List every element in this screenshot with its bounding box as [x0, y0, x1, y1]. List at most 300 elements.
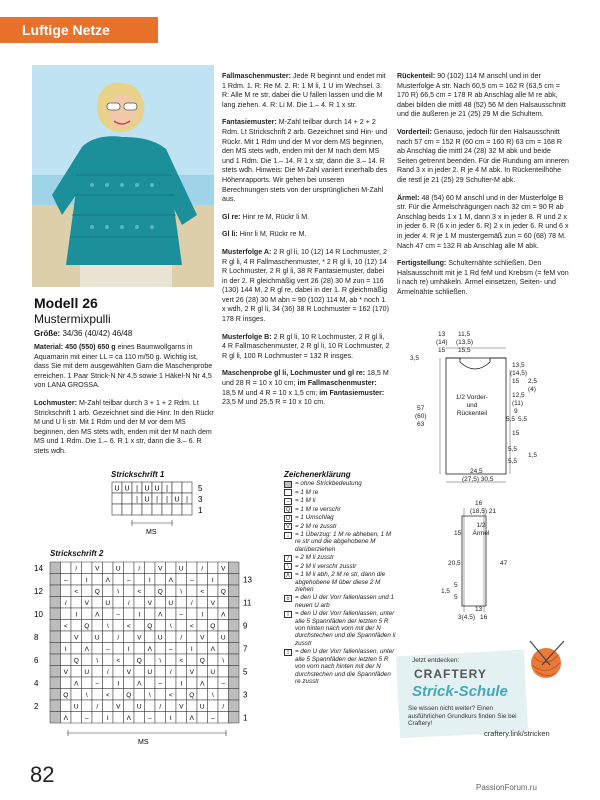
chart2-right-row-label: 3 [243, 690, 248, 700]
chart2-cell [124, 700, 135, 712]
chart2-cell [50, 585, 61, 597]
chart2-symbol: < [200, 588, 205, 596]
chart2-symbol: V [158, 565, 163, 573]
mp-text3: 23,5 M und 25,5 R = 10 x 10 cm. [222, 398, 326, 407]
chart2-symbol: \ [106, 623, 109, 630]
chart2-cell [197, 597, 208, 609]
fertig-label: Fertigstellung: [397, 259, 447, 268]
legend-item [284, 497, 396, 505]
chart1-cell [152, 504, 162, 515]
chart2-cell [145, 677, 156, 689]
yarn-ball-icon [524, 639, 568, 683]
legend-text: = den U der Vorr fallenlassen und 1 neuen U arb [295, 594, 395, 609]
chart2-symbol: V [210, 600, 215, 607]
chart2-cell [145, 608, 156, 620]
chart2-cell [187, 654, 198, 666]
chart1-cell [162, 504, 172, 515]
chart2-cell [187, 700, 198, 712]
chart2-symbol: – [168, 646, 173, 653]
chart2-right-row-label: 1 [243, 713, 248, 723]
chart2-cell [197, 620, 208, 632]
chart2-cell [229, 597, 240, 609]
chart2-symbol: U [199, 703, 205, 711]
chart1-symbol: U [124, 485, 130, 493]
chart2-cell [103, 654, 114, 666]
schema-sleeve-bottom3: 16 [480, 614, 488, 621]
chart2-symbol: I [190, 646, 193, 653]
chart1-cell [122, 504, 132, 515]
chart2-symbol: I [138, 611, 141, 619]
chart2-symbol: \ [117, 588, 120, 596]
chart2-symbol: \ [96, 657, 99, 665]
legend-item [284, 554, 396, 562]
chart2-cell [229, 666, 240, 678]
schema-right-14: 5,5 [508, 458, 518, 465]
chart2-symbol: U [210, 669, 216, 676]
promo-link[interactable]: craftery.link/stricken [484, 729, 550, 738]
chart2-cell [124, 631, 135, 643]
folgeA-label: Musterfolge A: [222, 247, 272, 256]
legend [284, 480, 396, 686]
folgeB-label: Musterfolge B: [222, 332, 272, 341]
chart2-symbol: Q [189, 692, 195, 699]
chart2-cell [92, 712, 103, 724]
chart2-cell [155, 666, 166, 678]
schema-top-a: 13 [438, 331, 446, 338]
watermark: PassionForum.ru [476, 783, 537, 792]
chart2-symbol: V [179, 703, 184, 711]
schema-top-a2: (14) [436, 339, 448, 346]
chart2-symbol: U [105, 600, 111, 607]
chart2-symbol: Λ [200, 680, 205, 688]
schema-right-5: (4) [528, 386, 536, 393]
chart2-right-row-label: 7 [243, 644, 248, 654]
mp-text1: 18,5 M und 28 R = 10 x 10 cm; [222, 369, 389, 388]
chart2-cell [229, 643, 240, 655]
chart2-symbol: Λ [63, 715, 68, 722]
chart2-cell [229, 608, 240, 620]
chart2-symbol: U [220, 634, 226, 642]
legend-symbol: I [284, 649, 292, 656]
chart2-symbol: I [64, 646, 67, 653]
chart2-symbol: U [178, 565, 184, 573]
chart2-symbol: / [190, 600, 193, 607]
chart2-cell [176, 689, 187, 701]
chart2-right-row-label: 9 [243, 621, 248, 631]
legend-symbol: V [284, 523, 292, 530]
sizes [34, 329, 132, 338]
chart2-symbol: / [64, 600, 67, 607]
schema-top-b2: (13,5) [456, 339, 473, 346]
chart2-symbol: – [179, 611, 184, 619]
chart2-cell [166, 631, 177, 643]
chart2-symbol: V [200, 634, 205, 642]
instructions-column-1 [34, 343, 214, 465]
chart2-cell [145, 654, 156, 666]
chart2-symbol: Q [126, 692, 132, 699]
chart2-cell [103, 585, 114, 597]
legend-text: = 2 M li zusstr [295, 554, 335, 562]
chart2-symbol: I [211, 577, 214, 584]
chart2-cell [155, 574, 166, 586]
chart2-symbol: Λ [74, 680, 79, 688]
chart2-symbol: / [96, 703, 99, 711]
chart2-symbol: I [180, 680, 183, 688]
chart2-symbol: < [116, 657, 121, 665]
chart2-cell [103, 700, 114, 712]
chart2-symbol: U [157, 634, 163, 642]
legend-item [284, 523, 396, 531]
chart2-cell [155, 689, 166, 701]
chart1-row-label-5: 5 [198, 484, 203, 493]
chart2-symbol: < [63, 623, 68, 630]
chart1-cells [112, 482, 192, 515]
chart2-cell [103, 562, 114, 574]
glre-label: Gl re: [222, 212, 241, 221]
chart2-symbol: Q [84, 623, 90, 630]
chart2-cell [50, 597, 61, 609]
legend-item [284, 531, 396, 553]
instructions-column-3 [397, 72, 569, 305]
chart2-cell [218, 574, 229, 586]
chart1-symbol: U [154, 485, 160, 493]
chart1-ms-label: MS [146, 529, 157, 536]
chart2-symbol: Q [63, 692, 69, 699]
schema-bottom-b: (27,5) 30,5 [462, 476, 494, 483]
legend-symbol: / [284, 555, 292, 562]
chart2-cell [71, 643, 82, 655]
rueck-text: 90 (102) 114 M anschl und in der Musterfolge A str. Nach 60,5 cm = 162 R (63,5 cm = 170 R) 66,5 cm = 178 R ab Anschlag alle M re abk, dabei bilden die mittl 48 (52) 56 M den Halsausschnitt und die äußeren je 21 (25) 29 M die Schultern. [397, 72, 566, 119]
chart2-cell [166, 654, 177, 666]
chart2-cell [61, 677, 72, 689]
schema-top-b: 11,5 [458, 331, 471, 338]
chart1-row-label-3: 3 [198, 495, 203, 504]
legend-symbol: \ [284, 563, 292, 570]
chart2-symbol: I [117, 680, 120, 688]
chart2-cell [61, 608, 72, 620]
chart1-symbol: | [166, 485, 168, 493]
chart2-cell [82, 631, 93, 643]
chart2-cell [145, 700, 156, 712]
chart2-cell [92, 597, 103, 609]
chart2-title: Strickschrift 2 [50, 549, 104, 558]
chart2-symbol: U [84, 669, 90, 676]
chart2-symbol: \ [148, 692, 151, 699]
promo-desc: Sie wissen nicht weiter? Einen ausführlichen Grundkurs finden Sie bei Craftery! [408, 705, 517, 727]
chart2-cell [124, 608, 135, 620]
schema-right-2: (14,5) [510, 370, 527, 377]
chart2-left-row-label: 8 [34, 633, 39, 642]
chart2-symbol: \ [85, 692, 88, 699]
legend-item [284, 594, 396, 609]
sizes-label: Größe: [34, 329, 61, 338]
chart2-cell [155, 712, 166, 724]
chart2-cell [208, 677, 219, 689]
chart1-symbol: | [156, 496, 158, 504]
chart2-symbol: Q [157, 588, 163, 596]
legend-text: = 1 Umschlag [295, 514, 334, 521]
legend-symbol [284, 481, 292, 488]
chart2-symbol: Q [94, 588, 100, 596]
chart2-symbol: \ [169, 623, 172, 630]
model-photo-illustration [32, 65, 214, 287]
chart2-left-row-label: 10 [34, 610, 43, 619]
chart2-cell [124, 585, 135, 597]
chart2-right-row-label: 13 [243, 575, 252, 585]
chart1-row-label-1: 1 [198, 506, 203, 515]
chart1-symbol: | [166, 496, 168, 504]
chart2-cell [166, 562, 177, 574]
chart2-cell [50, 631, 61, 643]
chart2-cell [218, 597, 229, 609]
schema-sleeve-205: 20,5 [448, 560, 461, 567]
chart2-cell [50, 643, 61, 655]
chart2-cell [176, 712, 187, 724]
chart2-symbol: < [105, 692, 110, 699]
schema-top-a3: 15 [438, 347, 446, 354]
legend-title: Zeichenerklärung [284, 470, 351, 479]
chart2-cell [113, 620, 124, 632]
schema-top-b3: 15,5 [458, 347, 471, 354]
schema-height-c: 63 [417, 421, 425, 428]
chart2-symbol: U [94, 634, 100, 642]
chart2-cell [187, 677, 198, 689]
chart2-symbol: < [74, 588, 79, 596]
chart2-cell [71, 574, 82, 586]
promo-crafty: CRAFTERY [414, 667, 487, 681]
chart2-cell [134, 620, 145, 632]
mp-label3: im Fantasiemuster: [319, 388, 385, 397]
schema-height-b: (60) [415, 413, 427, 420]
folgeB-paragraph [222, 333, 390, 362]
chart2-symbol: I [201, 611, 204, 619]
chart2-cell [218, 620, 229, 632]
chart2-cell [187, 608, 198, 620]
glli-text: Hinr li M, Rückr re M. [237, 230, 307, 239]
schema-sleeve-5: 5 [454, 582, 458, 589]
chart2-cell [145, 631, 156, 643]
chart2-symbol: Λ [221, 611, 226, 619]
chart2-cell [113, 666, 124, 678]
chart2-symbol: Λ [95, 611, 100, 619]
rueck-paragraph [397, 72, 569, 120]
chart2-cell [92, 574, 103, 586]
chart2-symbol: / [106, 669, 109, 676]
chart2-symbol: – [210, 715, 215, 722]
chart2-symbol: Q [220, 588, 226, 596]
chart1-cell [112, 493, 122, 504]
chart2-cell [124, 654, 135, 666]
chart2-symbol: – [126, 577, 131, 584]
chart2-symbol: – [189, 577, 194, 584]
chart2-symbol: Q [136, 657, 142, 665]
chart2-cell [208, 562, 219, 574]
fertig-paragraph [397, 259, 569, 297]
chart2-symbol: V [126, 669, 131, 676]
schema-right-3: 15 [512, 378, 520, 385]
rueck-label: Rückenteil: [397, 72, 436, 80]
chart1-symbol: U [174, 496, 180, 504]
schema-height-a: 57 [417, 405, 425, 412]
chart2-cell [134, 689, 145, 701]
legend-symbol: – [284, 498, 292, 505]
chart2-cell [208, 700, 219, 712]
legend-item [284, 648, 396, 685]
legend-text: = 2 M re zusstr [295, 522, 337, 530]
model-title: Modell 26 [34, 295, 98, 311]
chart2-cell [61, 585, 72, 597]
chart2-cell [187, 631, 198, 643]
fertig-text: Schulternähte schließen. Den Halsausschnitt mit je 1 Rd feM und Krebsm (= feM von li nach re) umhäkeln. Ärmel einsetzen, Seiten- und Ärmelnähte schließen. [397, 259, 569, 296]
chart2-symbol: Λ [189, 715, 194, 722]
schema-right-4: 2,5 [528, 378, 538, 385]
chart2-cell [50, 689, 61, 701]
chart2-symbol: I [85, 577, 88, 584]
vorder-label: Vorderteil: [397, 127, 432, 136]
chart2-cell [124, 562, 135, 574]
legend-text: = 1 M li abh, 2 M re str, dann die abgehobene M über diese 2 M ziehen [295, 571, 386, 594]
legend-text: = 2 M li verschr zusstr [295, 562, 357, 570]
chart2-symbol: U [147, 669, 153, 676]
chart2-symbol: – [147, 715, 152, 722]
folgeB-text: 2 R gl li, 10 R Lochmuster, 2 R gl li, 4 R Fallmaschenmuster, 2 R gl li, 10 R Lochmuster, 2 R gl li, 100 R Lochmuster = 132 R insges. [222, 332, 390, 360]
glli-label: Gl li: [222, 230, 238, 239]
legend-text: = ohne Strickbedeutung [295, 480, 362, 487]
chart1-symbol: U [144, 496, 150, 504]
chart2-symbol: / [75, 565, 78, 573]
legend-item [284, 489, 396, 497]
chart2-cell [134, 712, 145, 724]
legend-symbol: Λ [284, 572, 292, 579]
chart2-cell [134, 666, 145, 678]
chart2-cell [155, 643, 166, 655]
chart2-cell [50, 654, 61, 666]
chart2-symbol: / [138, 565, 141, 573]
chart2-symbol: / [159, 703, 162, 711]
chart2-cell [103, 608, 114, 620]
chart1-cell [142, 504, 152, 515]
schema-right-1: 13,5 [512, 362, 525, 369]
aermel-text: 48 (54) 60 M anschl und in der Musterfolge B str. Für die Ärmelschrägungen nach 32 cm = 90 R ab Anschlag beids 1 x 1 M, dann 3 x in jeder 8. R und 2 x in jeder 6. R (6 x in jeder 6. R) 2 x in jeder 6. R und 6 x in jeder 4. R je 1 M mustergemäß zun = 60 (68) 78 M. Nach 47 cm = 132 R ab Anschlag alle M abk. [397, 193, 569, 250]
chart2-cell [71, 597, 82, 609]
chart2-symbol: \ [222, 657, 225, 665]
chart2-symbol: V [84, 600, 89, 607]
chart2-symbol: V [147, 600, 152, 607]
fallmaschen-paragraph [222, 72, 390, 110]
chart2-symbol: – [116, 611, 121, 619]
chart2-symbol: U [136, 703, 142, 711]
chart2-cell [229, 677, 240, 689]
chart2-cell [82, 700, 93, 712]
chart2-cell [197, 574, 208, 586]
chart2-cell [92, 620, 103, 632]
chart1-cell [122, 493, 132, 504]
section-header: Luftige Netze [0, 17, 158, 43]
chart2-cell [208, 631, 219, 643]
schema-sleeve-bottom: 13 [475, 606, 483, 613]
chart2-cell [92, 689, 103, 701]
chart2-cell [134, 643, 145, 655]
chart2-left-row-label: 6 [34, 656, 39, 665]
chart2-cell [113, 712, 124, 724]
chart2-cell [229, 562, 240, 574]
glre-paragraph [222, 213, 390, 223]
chart2-cell [166, 700, 177, 712]
schema-sleeve-15b: 1,5 [441, 588, 451, 595]
chart1-title: Strickschrift 1 [111, 470, 165, 479]
chart2-symbol: / [169, 669, 172, 676]
fantasie-text: M-Zahl teilbar durch 14 + 2 + 2 Rdm. Lt Strickschrift 2 arb. Gezeichnet sind Hin- und Rückr. Mit 1 Rdm und der M vor dem MS beginnen, den MS stets wdh, enden mit der M nach dem MS und 1 Rdm. Die 1.– 14. R 1 x str, dann die 3.– 14. R stets wdh. Hinweis: Die M-Zahl variiert innerhalb des Höhenrapports. Wir gehen bei unseren Berechnungen stets von der ursprünglichen M-Zahl aus. [222, 118, 388, 204]
chart2-symbol: I [148, 577, 151, 584]
promo-strick: Strick-Schule [412, 683, 508, 700]
chart2-cell [166, 677, 177, 689]
chart2-cell [155, 620, 166, 632]
chart2-cells [50, 562, 239, 723]
chart2-symbol: V [189, 669, 194, 676]
chart2-cell [71, 712, 82, 724]
mp-label2: im Fallmaschenmuster: [297, 379, 377, 388]
chart1-symbol: U [114, 485, 120, 493]
schema-neck-depth: 3,5 [410, 355, 420, 362]
chart2-cell [124, 677, 135, 689]
mp-label: Maschenprobe gl li, Lochmuster und gl re: [222, 369, 366, 378]
chart2-cell [50, 608, 61, 620]
legend-symbol [284, 489, 292, 496]
chart2-cell [229, 631, 240, 643]
chart2-symbol: – [221, 680, 226, 688]
schema-bottom-a: 24,5 [470, 468, 483, 475]
chart2-cell [103, 677, 114, 689]
schema-right-9: 5,5 [506, 416, 516, 423]
chart2-cell [166, 585, 177, 597]
chart2-symbol: I [106, 715, 109, 722]
chart2-cell [61, 700, 72, 712]
chart2-symbol: Λ [105, 577, 110, 584]
chart1-cell [132, 504, 142, 515]
aermel-paragraph [397, 194, 569, 252]
schema-right-6: 12,5 [512, 392, 525, 399]
legend-symbol: ↓ [284, 532, 292, 539]
sizes-value: 34/36 (40/42) 46/48 [60, 329, 133, 338]
chart2-cell [229, 700, 240, 712]
chart2-cell [208, 585, 219, 597]
chart2-cell [229, 574, 240, 586]
chart2-symbol: V [63, 669, 68, 676]
chart2-cell [50, 677, 61, 689]
chart2-cell [197, 666, 208, 678]
craftery-promo[interactable] [398, 645, 570, 740]
chart2-symbol: I [169, 715, 172, 722]
chart2-symbol: V [137, 634, 142, 642]
chart1-cell [182, 504, 192, 515]
chart2-cell [229, 654, 240, 666]
chart2-symbol: Q [73, 657, 79, 665]
chart2-cell [229, 585, 240, 597]
chart2-left-row-label: 2 [34, 702, 39, 711]
chart1-symbol: | [186, 496, 188, 504]
maschenprobe-paragraph [222, 369, 390, 407]
chart2-cell [134, 597, 145, 609]
chart2-symbol: Λ [158, 611, 163, 619]
chart2-symbol: – [84, 715, 89, 722]
lochmuster-label: Lochmuster: [34, 398, 77, 407]
legend-symbol: I [284, 611, 292, 618]
promo-line1: Jetzt entdecken: [412, 657, 460, 664]
legend-text: = 1 M re verschr [295, 505, 341, 513]
chart2-symbol: U [168, 600, 174, 607]
chart2-symbol: / [127, 600, 130, 607]
chart2-cell [176, 597, 187, 609]
